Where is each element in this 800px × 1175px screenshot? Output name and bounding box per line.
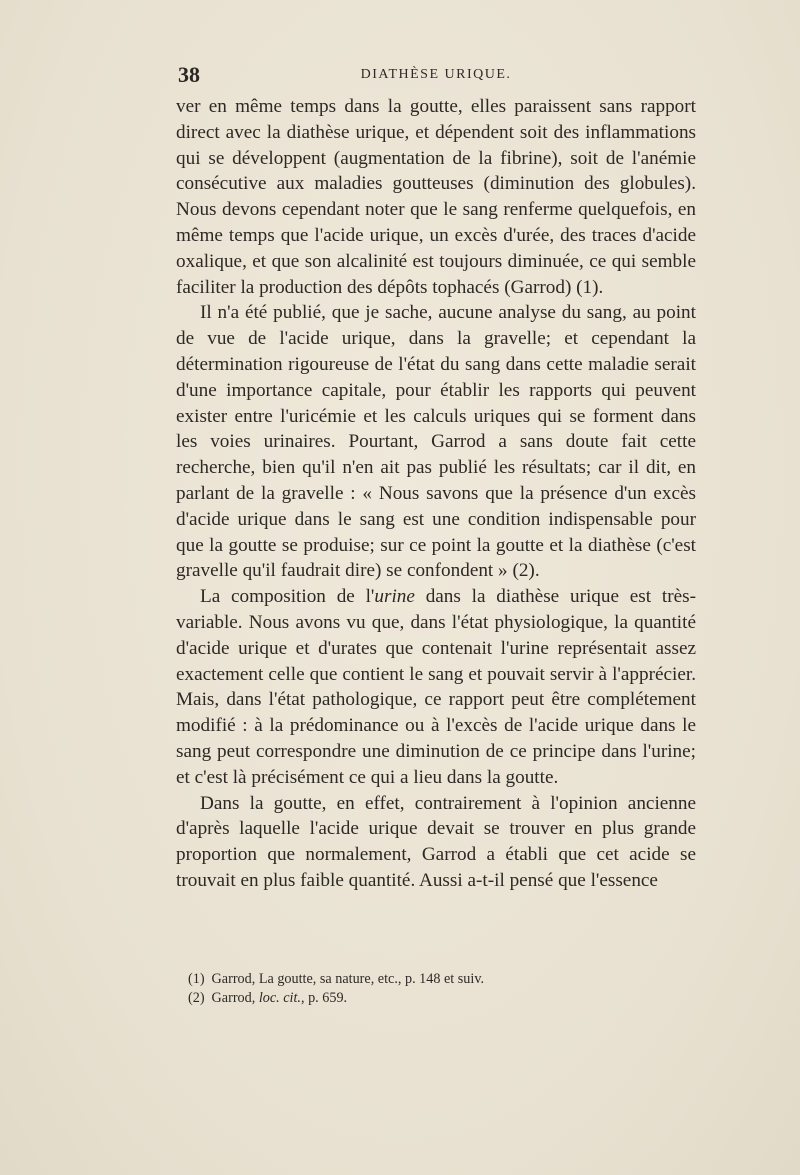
paragraph-3-text-before: La composition de l' bbox=[200, 586, 375, 608]
body-text bbox=[176, 94, 696, 894]
footnote-1-text: Garrod, La goutte, sa nature, etc., p. 148 et suiv. bbox=[211, 971, 485, 987]
running-title: DIATHÈSE URIQUE. bbox=[360, 67, 512, 82]
paragraph-2 bbox=[176, 300, 696, 584]
paragraph-4-text: Dans la goutte, en effet, contrairement à l'opinion ancienne d'après laquelle l'acide urique devait se trouver en plus grande proportion que normalement, Garrod a établi que cet acide se trouvait en plus faible quantité. Aussi a-t-il pensé que l'essence bbox=[176, 792, 696, 891]
paragraph-3-text-after: dans la diathèse urique est très-variable. Nous avons vu que, dans l'état physiologique, la quantité d'acide urique et d'urates que contenait l'urine représentait assez exactement celle que contient le sang et pouvait servir à l'apprécier. Mais, dans l'état pathologique, ce rapport peut être complétement modifié : à la prédominance ou à l'excès de l'acide urique dans le sang peut correspondre une diminution de ce principe dans l'urine; et c'est là précisément ce qui a lieu dans la goutte. bbox=[176, 586, 696, 788]
paragraph-1-text: ver en même temps dans la goutte, elles paraissent sans rapport direct avec la diathèse urique, et dépendent soit des inflammations qui se développent (augmentation de la fibrine), soit de l'anémie consécutive aux maladies goutteuses (diminution des globules). Nous devons cependant noter que le sang renferme quelquefois, en même temps que l'acide urique, un excès d'urée, des traces d'acide oxalique, et que son alcalinité est toujours diminuée, ce qui semble faciliter la production des dépôts tophacés (Garrod) (1). bbox=[176, 96, 696, 298]
paragraph-1 bbox=[176, 94, 696, 300]
paragraph-4 bbox=[176, 791, 696, 894]
page-header bbox=[178, 62, 694, 90]
footnote-2-text-after: , p. 659. bbox=[300, 990, 348, 1006]
footnote-2-text-before: Garrod, bbox=[211, 990, 259, 1006]
footnote-2-number: (2) bbox=[188, 990, 205, 1006]
footnote-2-italic: loc. cit. bbox=[258, 990, 301, 1006]
footnotes bbox=[188, 970, 688, 1008]
page-number: 38 bbox=[178, 62, 200, 87]
paragraph-2-text: Il n'a été publié, que je sache, aucune analyse du sang, au point de vue de l'acide urique, dans la gravelle; et cependant la détermination rigoureuse de l'état du sang dans cette maladie serait d'une importance capitale, pour établir les rapports qui peuvent exister entre l'uricémie et les calculs uriques qui se forment dans les voies urinaires. Pourtant, Garrod a sans doute fait cette recherche, bien qu'il n'en ait pas publié les résultats; car il dit, en parlant de la gravelle : « Nous savons que la présence d'un excès d'acide urique dans le sang est une condition indispensable pour que la goutte se produise; sur ce point la goutte et la diathèse (c'est gravelle qu'il faudrait dire) se confondent » (2). bbox=[176, 302, 696, 582]
footnote-1-number: (1) bbox=[188, 971, 205, 987]
footnote-1 bbox=[188, 970, 688, 989]
paragraph-3-italic-term: urine bbox=[374, 586, 415, 608]
paragraph-3 bbox=[176, 584, 696, 790]
footnote-2 bbox=[188, 989, 688, 1008]
